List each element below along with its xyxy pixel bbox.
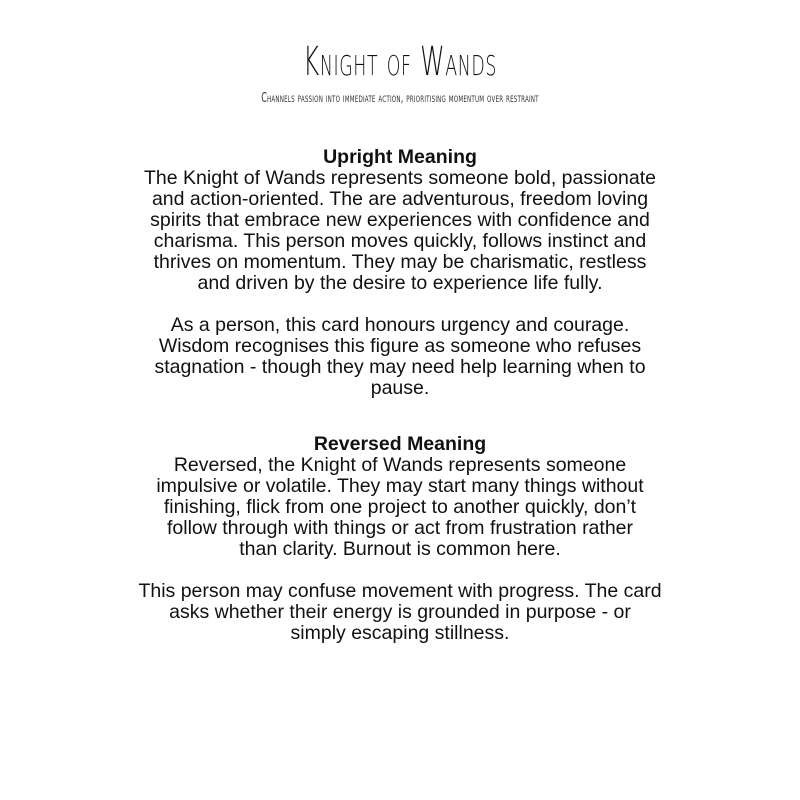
text-line: This person may confuse movement with progress. The card <box>138 580 662 602</box>
text-line: simply escaping stillness. <box>290 622 510 644</box>
text-line: Reversed, the Knight of Wands represents someone <box>173 454 627 476</box>
text-line: charisma. This person moves quickly, follows instinct and <box>153 230 647 252</box>
reversed-heading: Reversed Meaning <box>313 433 487 455</box>
text-line: finishing, flick from one project to another quickly, don’t <box>163 496 637 518</box>
text-line: Wisdom recognises this figure as someone who refuses <box>158 335 642 357</box>
upright-paragraph-2 <box>0 315 800 399</box>
page-subtitle: Channels passion into immediate action, prioritising momentum over restraint <box>261 91 539 106</box>
text-line: The Knight of Wands represents someone bold, passionate <box>144 167 656 189</box>
text-line: stagnation - though they may need help learning when to <box>154 356 646 378</box>
reversed-section <box>0 434 800 644</box>
text-line: pause. <box>370 377 430 399</box>
text-line: impulsive or volatile. They may start many things without <box>156 475 644 497</box>
text-line: than clarity. Burnout is common here. <box>239 538 561 560</box>
text-line: thrives on momentum. They may be charismatic, restless <box>153 251 647 273</box>
upright-heading: Upright Meaning <box>323 146 477 168</box>
text-line: and driven by the desire to experience life fully. <box>197 272 603 294</box>
text-line: asks whether their energy is grounded in purpose - or <box>169 601 631 623</box>
text-line: spirits that embrace new experiences with confidence and <box>150 209 650 231</box>
reversed-paragraph-1 <box>0 455 800 560</box>
page-title: Knight of Wands <box>303 39 497 85</box>
upright-section <box>0 147 800 399</box>
text-line: As a person, this card honours urgency and courage. <box>170 314 630 336</box>
reversed-paragraph-2 <box>0 581 800 644</box>
text-line: follow through with things or act from frustration rather <box>166 517 634 539</box>
upright-paragraph-1 <box>0 168 800 294</box>
text-line: and action-oriented. The are adventurous, freedom loving <box>151 188 649 210</box>
